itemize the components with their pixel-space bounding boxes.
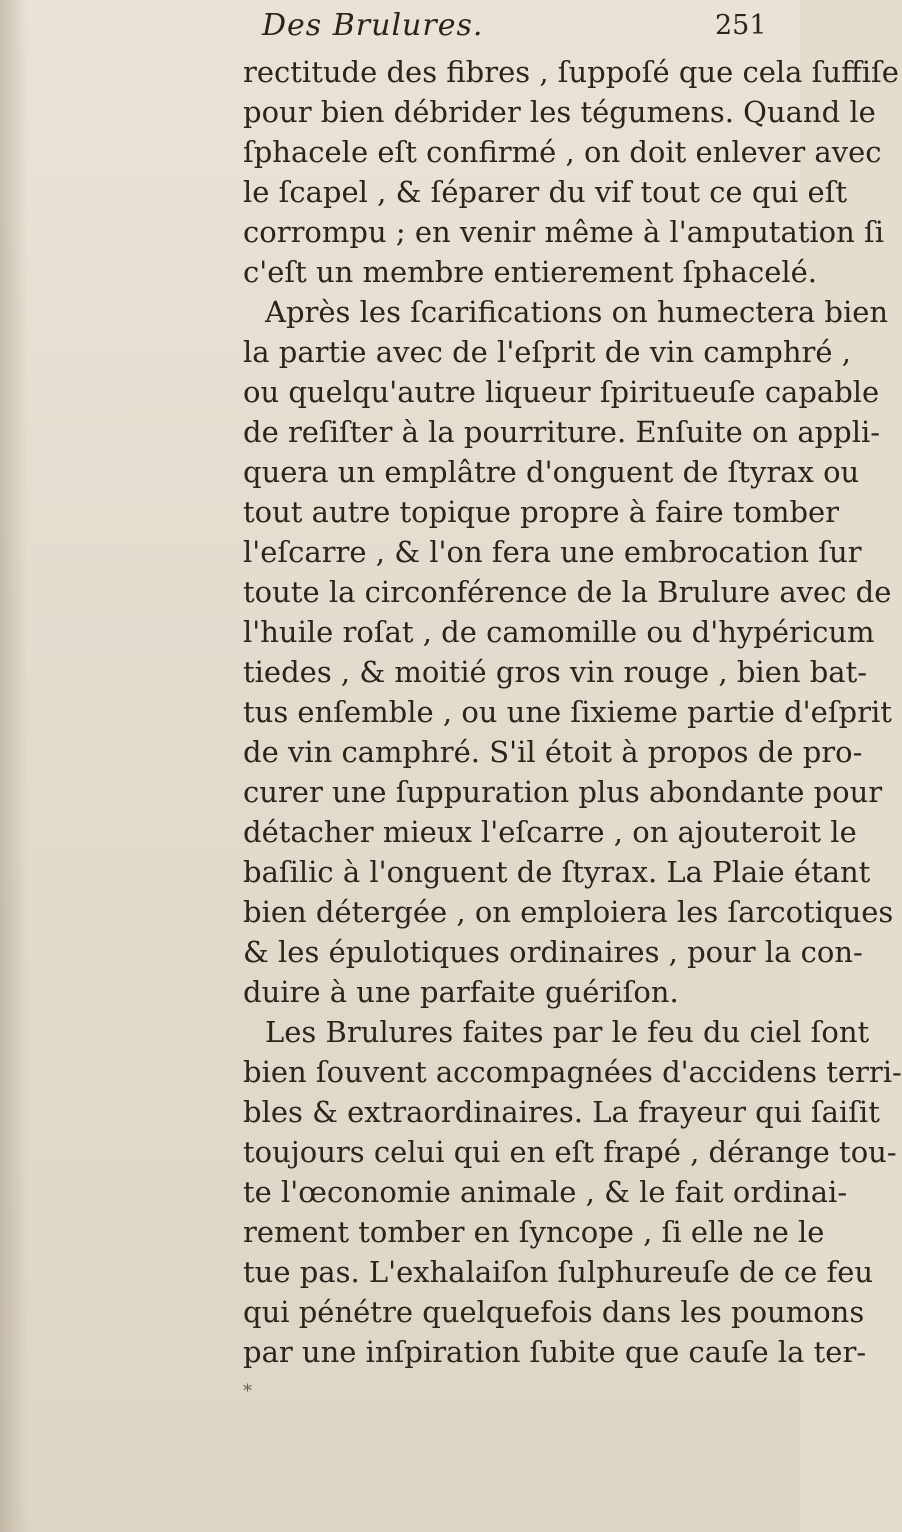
text-line: rectitude des fibres , ſuppoſé que cela ſuffiſe: [243, 55, 899, 89]
text-line: ſphacele eſt confirmé , on doit enlever avec: [243, 135, 882, 169]
text-line: toute la circonférence de la Brulure avec de: [243, 575, 892, 609]
binding-shadow: [0, 0, 28, 1532]
text-line: tiedes , & moitié gros vin rouge , bien bat-: [243, 655, 868, 689]
running-title: Des Brulures.: [262, 8, 484, 43]
paragraph-start-line: Les Brulures faites par le feu du ciel ſont: [265, 1015, 870, 1049]
page-header: [0, 8, 800, 52]
text-line: par une inſpiration ſubite que cauſe la ter-: [243, 1335, 867, 1369]
text-line: tus enſemble , ou une ſixieme partie d'eſprit: [243, 695, 892, 729]
text-line: corrompu ; en venir même à l'amputation ſi: [243, 215, 885, 249]
text-line: bles & extraordinaires. La frayeur qui ſaiſit: [243, 1095, 880, 1129]
text-line: te l'œconomie animale , & le fait ordinai-: [243, 1175, 848, 1209]
text-line: curer une ſuppuration plus abondante pour: [243, 775, 883, 809]
text-line: détacher mieux l'eſcarre , on ajouteroit le: [243, 815, 857, 849]
text-line: toujours celui qui en eſt frapé , dérange tou-: [243, 1135, 897, 1169]
text-line: ou quelqu'autre liqueur ſpiritueuſe capable: [243, 375, 880, 409]
paragraph-start-line: Après les ſcarifications on humectera bien: [265, 295, 889, 329]
text-line: l'huile roſat , de camomille ou d'hypéricum: [243, 615, 875, 649]
body-text: [243, 52, 902, 1412]
text-line: qui pénétre quelquefois dans les poumons: [243, 1295, 865, 1329]
text-line: baſilic à l'onguent de ſtyrax. La Plaie étant: [243, 855, 871, 889]
text-line: & les épulotiques ordinaires , pour la con-: [243, 935, 863, 969]
text-line: duire à une parfaite guériſon.: [243, 975, 679, 1009]
text-line: tue pas. L'exhalaiſon ſulphureuſe de ce feu: [243, 1255, 874, 1289]
text-line: bien ſouvent accompagnées d'accidens terri-: [243, 1055, 902, 1089]
text-line: pour bien débrider les tégumens. Quand le: [243, 95, 876, 129]
text-line: le ſcapel , & ſéparer du vif tout ce qui eſt: [243, 175, 848, 209]
text-line: tout autre topique propre à faire tomber: [243, 495, 840, 529]
text-line: l'eſcarre , & l'on fera une embrocation ſur: [243, 535, 862, 569]
signature-mark: *: [243, 1381, 252, 1402]
text-line: rement tomber en ſyncope , ſi elle ne le: [243, 1215, 825, 1249]
text-line: la partie avec de l'eſprit de vin camphré ,: [243, 335, 851, 369]
text-line: quera un emplâtre d'onguent de ſtyrax ou: [243, 455, 860, 489]
text-line: de vin camphré. S'il étoit à propos de pro-: [243, 735, 863, 769]
text-line: bien détergée , on emploiera les ſarcotiques: [243, 895, 894, 929]
page-number: 251: [715, 10, 767, 41]
text-line: de reſiſter à la pourriture. Enſuite on appli-: [243, 415, 881, 449]
text-line: c'eſt un membre entierement ſphacelé.: [243, 255, 818, 289]
